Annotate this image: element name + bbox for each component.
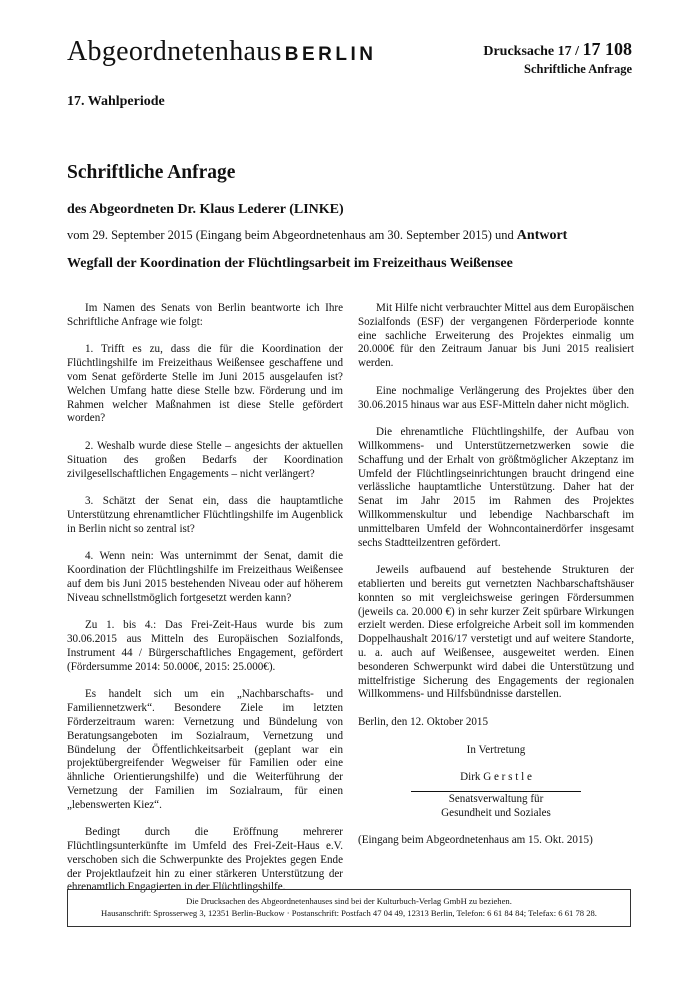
paragraph-shift: Bedingt durch die Eröffnung mehrerer Flüchtlingsunterkünfte im Umfeld des Frei-Zeit-Haus e.V. verschoben sich die Schwerpunkte des Projektes gegen Ende der Projektlaufzeit hin zu einer stärkeren Unterstützung der ehrenamtlich Engagierten in der Flüchtlingshilfe.	[67, 826, 343, 894]
paragraph-esf: Mit Hilfe nicht verbrauchter Mittel aus dem Europäischen Sozialfonds (ESF) der vergangenen Förderperiode konnte eine sachliche Erweiterung des Projektes einmalig um 20.000€ für den Zeitraum Januar bis Juni 2015 realisiert werden.	[358, 302, 634, 370]
dateline-text: vom 29. September 2015 (Eingang beim Abgeordnetenhaus am 30. September 2015) und	[67, 228, 514, 242]
paragraph-question-2: 2. Weshalb wurde diese Stelle – angesichts der aktuellen Situation des großen Bedarfs der Koordination zivilgesellschaftlichen Engagements – nicht verlängert?	[67, 439, 343, 480]
paragraph-question-1: 1. Trifft es zu, dass die für die Koordination der Flüchtlingshilfe im Freizeithaus Weißensee geschaffene und vom Senat geförderte Stelle im Juni 2015 ausgelaufen ist? Welchen Umfang hatte diese Stelle bzw. Förderung und im Rahmen welcher Maßnahmen ist diese Stelle gefördert worden?	[67, 343, 343, 425]
right-column	[358, 302, 634, 848]
vertretung: In Vertretung	[466, 743, 526, 756]
letterhead-abgeordnetenhaus: Abgeordnetenhaus	[67, 36, 282, 67]
drucksache-block	[483, 39, 632, 77]
signature-rule	[411, 791, 581, 792]
paragraph-extension: Eine nochmalige Verlängerung des Projektes über den 30.06.2015 hinaus war aus ESF-Mitteln daher nicht möglich.	[358, 384, 634, 411]
paragraph-volunteer-support: Die ehrenamtliche Flüchtlingshilfe, der Aufbau von Willkommens- und Unterstützernetzwerken sowie die Schaffung und der Erhalt von größtmöglicher Akzeptanz im Umfeld der Flüchtlingseinrichtungen braucht dringend eine verlässliche hauptamtliche Unterstützung. Daher hat der Senat im Jahr 2015 im Rahmen des Projektes Willkommenskultur und lebendige Nachbarschaft im unmittelbaren Umfeld der Wohncontainerdörfer insgesamt sechs Stadtteilzentren gefördert.	[358, 426, 634, 549]
letterhead-berlin: BERLIN	[284, 44, 377, 65]
paragraph-network: Es handelt sich um ein „Nachbarschafts- und Familiennetzwerk“. Besondere Ziele im letzten Förderzeitraum waren: Vernetzung und Bündelung von Beratungsangeboten im Sozialraum, Vernetzung und Bündelung der Öffentlichkeitsarbeit (geplant war ein projektübergreifender Wegweiser für Familien oder eine ähnliche Orientierungshilfe) und die Weiterführung der Vernetzung der Familien im Sozialraum, für einen „lebenswerten Kiez“.	[67, 688, 343, 811]
paragraph-question-4: 4. Wenn nein: Was unternimmt der Senat, damit die Koordination der Flüchtlingshilfe im Freizeithaus Weißensee auf dem bis Juni 2015 bestehenden Niveau oder auf höherem Niveau schnellstmöglich fortgesetzt werden kann?	[67, 550, 343, 604]
drucksache-prefix: Drucksache 17 /	[483, 44, 583, 59]
department-line-2: Gesundheit und Soziales	[441, 806, 551, 819]
signer-name: Dirk G e r s t l e	[460, 771, 532, 784]
letterhead	[67, 36, 376, 68]
paragraph-question-3: 3. Schätzt der Senat ein, dass die hauptamtliche Unterstützung ehrenamtlicher Flüchtlingshilfe im Augenblick in Berlin nicht so zentral ist?	[67, 495, 343, 535]
drucksache-number-line	[483, 39, 632, 60]
paragraph-outlook: Jeweils aufbauend auf bestehende Strukturen der etablierten und bereits gut vernetzten Nachbarschaftshäuser konnten so mit vergleichsweise geringen Fördersummen (jeweils ca. 20.000 €) in sehr kurzer Zeit spürbare Wirkungen erzielt werden. Diese erfolgreiche Arbeit soll im kommenden Doppelhaushalt 2016/17 verstetigt und auf weitere Standorte, u. a. auch auf Weißensee, ausgeweitet werden. Einen besonderen Schwerpunkt wird dabei die Unterstützung und mittelfristige Sicherung des Engagements der regionalen Willkommens- und Hilfsbündnisse darstellen.	[358, 564, 634, 701]
left-column	[67, 302, 343, 909]
footer-box	[67, 889, 631, 927]
antwort-label: Antwort	[516, 228, 568, 243]
received-note: (Eingang beim Abgeordnetenhaus am 15. Okt. 2015)	[358, 834, 593, 847]
wahlperiode: 17. Wahlperiode	[67, 94, 165, 109]
page-title: Schriftliche Anfrage	[67, 162, 236, 183]
dateline	[67, 228, 567, 244]
footer-line-2: Hausanschrift: Sprosserweg 3, 12351 Berlin-Buckow · Postanschrift: Postfach 47 04 49, 12313 Berlin, Telefon: 6 61 84 84; Telefax: 6 61 78 28.	[101, 908, 597, 918]
subject-heading: Wegfall der Koordination der Flüchtlingsarbeit im Freizeithaus Weißensee	[67, 256, 513, 271]
footer-line-1: Die Drucksachen des Abgeordnetenhauses sind bei der Kulturbuch-Verlag GmbH zu beziehen.	[186, 896, 512, 906]
author-line: des Abgeordneten Dr. Klaus Lederer (LINKE)	[67, 202, 344, 217]
document-type: Schriftliche Anfrage	[524, 62, 632, 76]
paragraph-answer: Zu 1. bis 4.: Das Frei-Zeit-Haus wurde bis zum 30.06.2015 aus Mitteln des Europäischen Sozialfonds, Instrument 44 / Bürgerschaftliches Engagement, gefördert (Fördersumme 2014: 50.000€, 2015: 25.000€).	[67, 619, 343, 673]
department-line-1: Senatsverwaltung für	[448, 792, 544, 805]
drucksache-number: 17 108	[582, 39, 632, 59]
paragraph-intro: Im Namen des Senats von Berlin beantworte ich Ihre Schriftliche Anfrage wie folgt:	[67, 302, 343, 328]
place-date: Berlin, den 12. Oktober 2015	[358, 715, 489, 728]
